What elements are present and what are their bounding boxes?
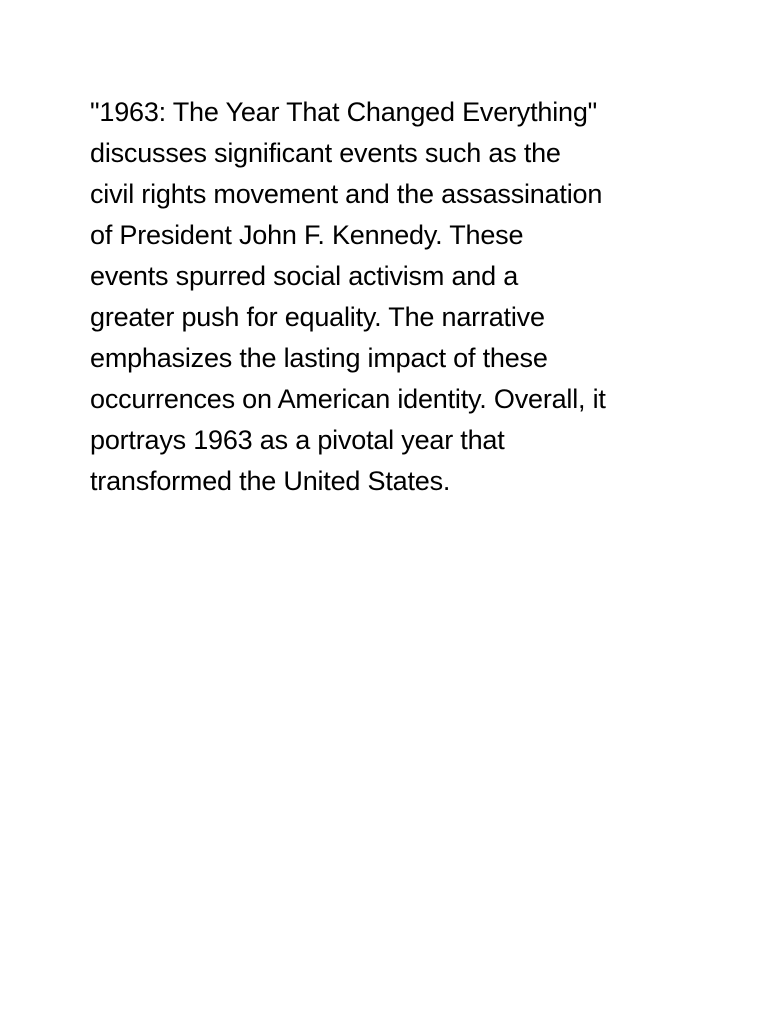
- paragraph-line-6: greater push for equality. The narrative: [90, 302, 545, 332]
- paragraph-line-5: events spurred social activism and a: [90, 261, 519, 291]
- paragraph-line-7: emphasizes the lasting impact of these: [90, 343, 548, 373]
- paragraph-line-9: portrays 1963 as a pivotal year that: [90, 425, 505, 455]
- paragraph-line-10: transformed the United States.: [90, 466, 451, 496]
- paragraph-line-1: "1963: The Year That Changed Everything": [90, 97, 598, 127]
- paragraph-line-2: discusses significant events such as the: [90, 138, 561, 168]
- summary-paragraph: [90, 92, 710, 502]
- paragraph-line-8: occurrences on American identity. Overall, it: [90, 384, 606, 414]
- paragraph-line-4: of President John F. Kennedy. These: [90, 220, 524, 250]
- paragraph-line-3: civil rights movement and the assassination: [90, 179, 603, 209]
